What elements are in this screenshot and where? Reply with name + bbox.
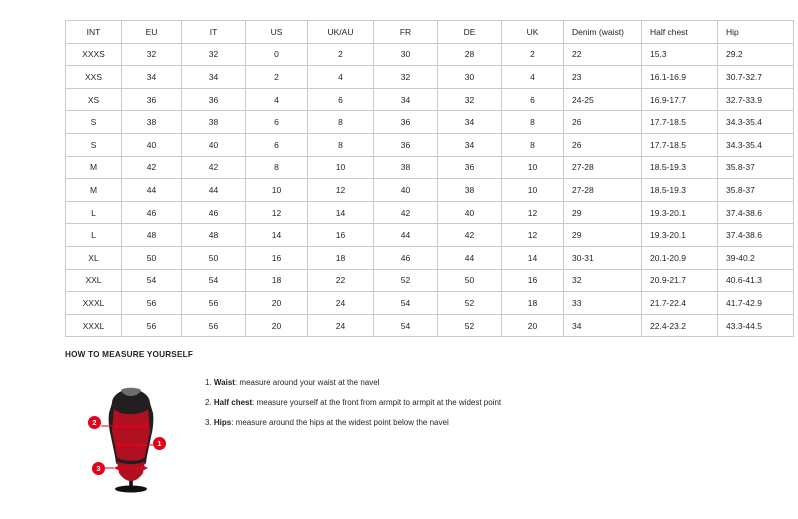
table-cell: 50 [438, 269, 502, 292]
table-cell: L [66, 224, 122, 247]
table-cell: M [66, 156, 122, 179]
table-cell: 34 [438, 133, 502, 156]
table-cell: 27-28 [564, 179, 642, 202]
table-cell: 21.7-22.4 [642, 292, 718, 315]
table-cell: 38 [182, 111, 246, 134]
badge-hips: 3 [92, 462, 105, 475]
table-cell: 8 [502, 133, 564, 156]
table-cell: 35.8-37 [718, 156, 794, 179]
measure-note-term: Half chest [213, 397, 253, 407]
table-cell: 37.4-38.6 [718, 224, 794, 247]
table-cell: 46 [182, 201, 246, 224]
table-cell: 14 [308, 201, 374, 224]
measure-note-term: Waist [213, 378, 235, 387]
table-row [66, 201, 794, 224]
table-cell: 32 [122, 43, 182, 66]
table-cell: XXS [66, 66, 122, 89]
table-cell: XXXS [66, 43, 122, 66]
table-cell: 30.7-32.7 [718, 66, 794, 89]
table-cell: S [66, 111, 122, 134]
table-cell: 6 [246, 111, 308, 134]
table-row [66, 43, 794, 66]
size-chart-table [65, 20, 794, 337]
table-cell: 56 [122, 292, 182, 315]
table-cell: 20 [246, 314, 308, 337]
table-row [66, 66, 794, 89]
table-cell: 30 [374, 43, 438, 66]
table-cell: 4 [308, 66, 374, 89]
measure-note [205, 419, 501, 428]
table-row [66, 246, 794, 269]
table-cell: 44 [182, 179, 246, 202]
table-cell: 22 [564, 43, 642, 66]
table-cell: 50 [182, 246, 246, 269]
table-cell: 35.8-37 [718, 179, 794, 202]
table-cell: 40.6-41.3 [718, 269, 794, 292]
table-cell: 10 [502, 179, 564, 202]
table-cell: 44 [438, 246, 502, 269]
table-head [66, 21, 794, 44]
table-col-header: DE [438, 21, 502, 44]
table-cell: 32 [564, 269, 642, 292]
table-row [66, 269, 794, 292]
table-cell: 34 [182, 66, 246, 89]
table-col-header: INT [66, 21, 122, 44]
table-cell: 19.3-20.1 [642, 224, 718, 247]
table-cell: 44 [374, 224, 438, 247]
table-cell: 12 [246, 201, 308, 224]
table-cell: XS [66, 88, 122, 111]
table-cell: 44 [122, 179, 182, 202]
table-cell: 36 [122, 88, 182, 111]
table-cell: 38 [374, 156, 438, 179]
table-cell: 48 [122, 224, 182, 247]
table-cell: 36 [374, 133, 438, 156]
table-cell: 48 [182, 224, 246, 247]
table-cell: 18.5-19.3 [642, 156, 718, 179]
badge-waist: 1 [153, 437, 166, 450]
table-cell: 17.7-18.5 [642, 111, 718, 134]
table-cell: 30-31 [564, 246, 642, 269]
table-cell: 56 [182, 314, 246, 337]
measure-note [205, 399, 501, 408]
table-cell: 52 [438, 292, 502, 315]
measure-note-text: : measure around the hips at the widest point below the navel [231, 417, 449, 427]
table-cell: 33 [564, 292, 642, 315]
table-cell: 8 [308, 111, 374, 134]
table-cell: 22 [308, 269, 374, 292]
badge-half-chest: 2 [88, 416, 101, 429]
table-cell: 18 [502, 292, 564, 315]
table-cell: 16 [502, 269, 564, 292]
table-row [66, 292, 794, 315]
table-cell: 26 [564, 133, 642, 156]
table-cell: 8 [502, 111, 564, 134]
table-cell: 34.3-35.4 [718, 111, 794, 134]
table-cell: 29 [564, 201, 642, 224]
table-cell: 52 [374, 269, 438, 292]
table-cell: 12 [502, 201, 564, 224]
table-cell: 42 [122, 156, 182, 179]
size-chart-table-wrapper [65, 20, 762, 337]
table-header-row [66, 21, 794, 44]
table-cell: 40 [374, 179, 438, 202]
table-cell: 24-25 [564, 88, 642, 111]
table-cell: 42 [182, 156, 246, 179]
table-cell: 16.1-16.9 [642, 66, 718, 89]
table-cell: 23 [564, 66, 642, 89]
table-cell: 10 [502, 156, 564, 179]
table-cell: 15.3 [642, 43, 718, 66]
table-cell: 34 [122, 66, 182, 89]
table-cell: M [66, 179, 122, 202]
table-row [66, 179, 794, 202]
table-cell: 6 [502, 88, 564, 111]
table-cell: 54 [374, 314, 438, 337]
table-cell: 16 [308, 224, 374, 247]
table-cell: S [66, 133, 122, 156]
measure-note-text: : measure around your waist at the navel [234, 378, 380, 387]
how-to-measure-title: HOW TO MEASURE YOURSELF [65, 350, 194, 359]
table-row [66, 133, 794, 156]
how-to-measure-body [65, 369, 745, 494]
table-cell: 32 [438, 88, 502, 111]
table-row [66, 111, 794, 134]
table-cell: 4 [502, 66, 564, 89]
table-cell: 42 [374, 201, 438, 224]
table-cell: 46 [374, 246, 438, 269]
table-cell: 22.4-23.2 [642, 314, 718, 337]
table-cell: 28 [438, 43, 502, 66]
table-cell: 10 [308, 156, 374, 179]
table-cell: 32.7-33.9 [718, 88, 794, 111]
table-col-header: FR [374, 21, 438, 44]
table-cell: 40 [182, 133, 246, 156]
table-cell: 39-40.2 [718, 246, 794, 269]
table-cell: 26 [564, 111, 642, 134]
table-cell: 40 [122, 133, 182, 156]
table-cell: 30 [438, 66, 502, 89]
table-cell: 18 [246, 269, 308, 292]
measure-note-number: 2. [205, 397, 214, 407]
table-cell: 18 [308, 246, 374, 269]
table-cell: 41.7-42.9 [718, 292, 794, 315]
table-cell: 34 [374, 88, 438, 111]
measure-note [205, 379, 501, 388]
table-cell: 32 [374, 66, 438, 89]
table-col-header: UK [502, 21, 564, 44]
table-row [66, 224, 794, 247]
measure-note-number: 3. [205, 417, 214, 427]
table-cell: 20.9-21.7 [642, 269, 718, 292]
table-cell: XXL [66, 269, 122, 292]
table-cell: 8 [246, 156, 308, 179]
table-cell: 19.3-20.1 [642, 201, 718, 224]
table-cell: 6 [308, 88, 374, 111]
table-cell: 34.3-35.4 [718, 133, 794, 156]
table-cell: 34 [438, 111, 502, 134]
table-cell: 42 [438, 224, 502, 247]
table-cell: 38 [122, 111, 182, 134]
table-cell: 34 [564, 314, 642, 337]
table-col-header: Half chest [642, 21, 718, 44]
table-cell: 10 [246, 179, 308, 202]
table-row [66, 88, 794, 111]
table-cell: 54 [122, 269, 182, 292]
table-cell: XXXL [66, 292, 122, 315]
table-cell: 36 [182, 88, 246, 111]
table-cell: 27-28 [564, 156, 642, 179]
table-cell: 14 [502, 246, 564, 269]
table-cell: 36 [438, 156, 502, 179]
mannequin-figure [65, 369, 185, 494]
measure-note-term: Hips [213, 417, 232, 427]
table-cell: 2 [502, 43, 564, 66]
table-cell: 29.2 [718, 43, 794, 66]
table-cell: 24 [308, 292, 374, 315]
table-row [66, 156, 794, 179]
table-cell: 37.4-38.6 [718, 201, 794, 224]
table-cell: 18.5-19.3 [642, 179, 718, 202]
table-cell: 8 [308, 133, 374, 156]
table-cell: L [66, 201, 122, 224]
table-col-header: Hip [718, 21, 794, 44]
table-cell: 20 [502, 314, 564, 337]
table-cell: 43.3-44.5 [718, 314, 794, 337]
table-cell: XXXL [66, 314, 122, 337]
table-cell: XL [66, 246, 122, 269]
table-cell: 36 [374, 111, 438, 134]
table-cell: 20 [246, 292, 308, 315]
table-cell: 54 [182, 269, 246, 292]
table-col-header: US [246, 21, 308, 44]
table-body [66, 43, 794, 337]
table-col-header: IT [182, 21, 246, 44]
measure-note-number: 1. [205, 378, 214, 387]
table-cell: 20.1-20.9 [642, 246, 718, 269]
table-cell: 2 [246, 66, 308, 89]
table-cell: 4 [246, 88, 308, 111]
table-cell: 32 [182, 43, 246, 66]
table-col-header: UK/AU [308, 21, 374, 44]
table-cell: 17.7-18.5 [642, 133, 718, 156]
measure-notes [205, 369, 501, 438]
table-cell: 52 [438, 314, 502, 337]
table-cell: 14 [246, 224, 308, 247]
table-cell: 12 [502, 224, 564, 247]
table-cell: 50 [122, 246, 182, 269]
table-cell: 56 [182, 292, 246, 315]
how-to-measure-section [65, 350, 745, 494]
table-cell: 2 [308, 43, 374, 66]
table-cell: 16.9-17.7 [642, 88, 718, 111]
table-cell: 40 [438, 201, 502, 224]
table-cell: 56 [122, 314, 182, 337]
mannequin-icon [65, 369, 185, 494]
table-col-header: EU [122, 21, 182, 44]
table-cell: 12 [308, 179, 374, 202]
table-cell: 24 [308, 314, 374, 337]
table-cell: 54 [374, 292, 438, 315]
table-cell: 16 [246, 246, 308, 269]
table-cell: 29 [564, 224, 642, 247]
measure-note-text: : measure yourself at the front from armpit to armpit at the widest point [252, 397, 502, 407]
table-col-header: Denim (waist) [564, 21, 642, 44]
table-cell: 46 [122, 201, 182, 224]
table-cell: 38 [438, 179, 502, 202]
table-row [66, 314, 794, 337]
table-cell: 0 [246, 43, 308, 66]
table-cell: 6 [246, 133, 308, 156]
